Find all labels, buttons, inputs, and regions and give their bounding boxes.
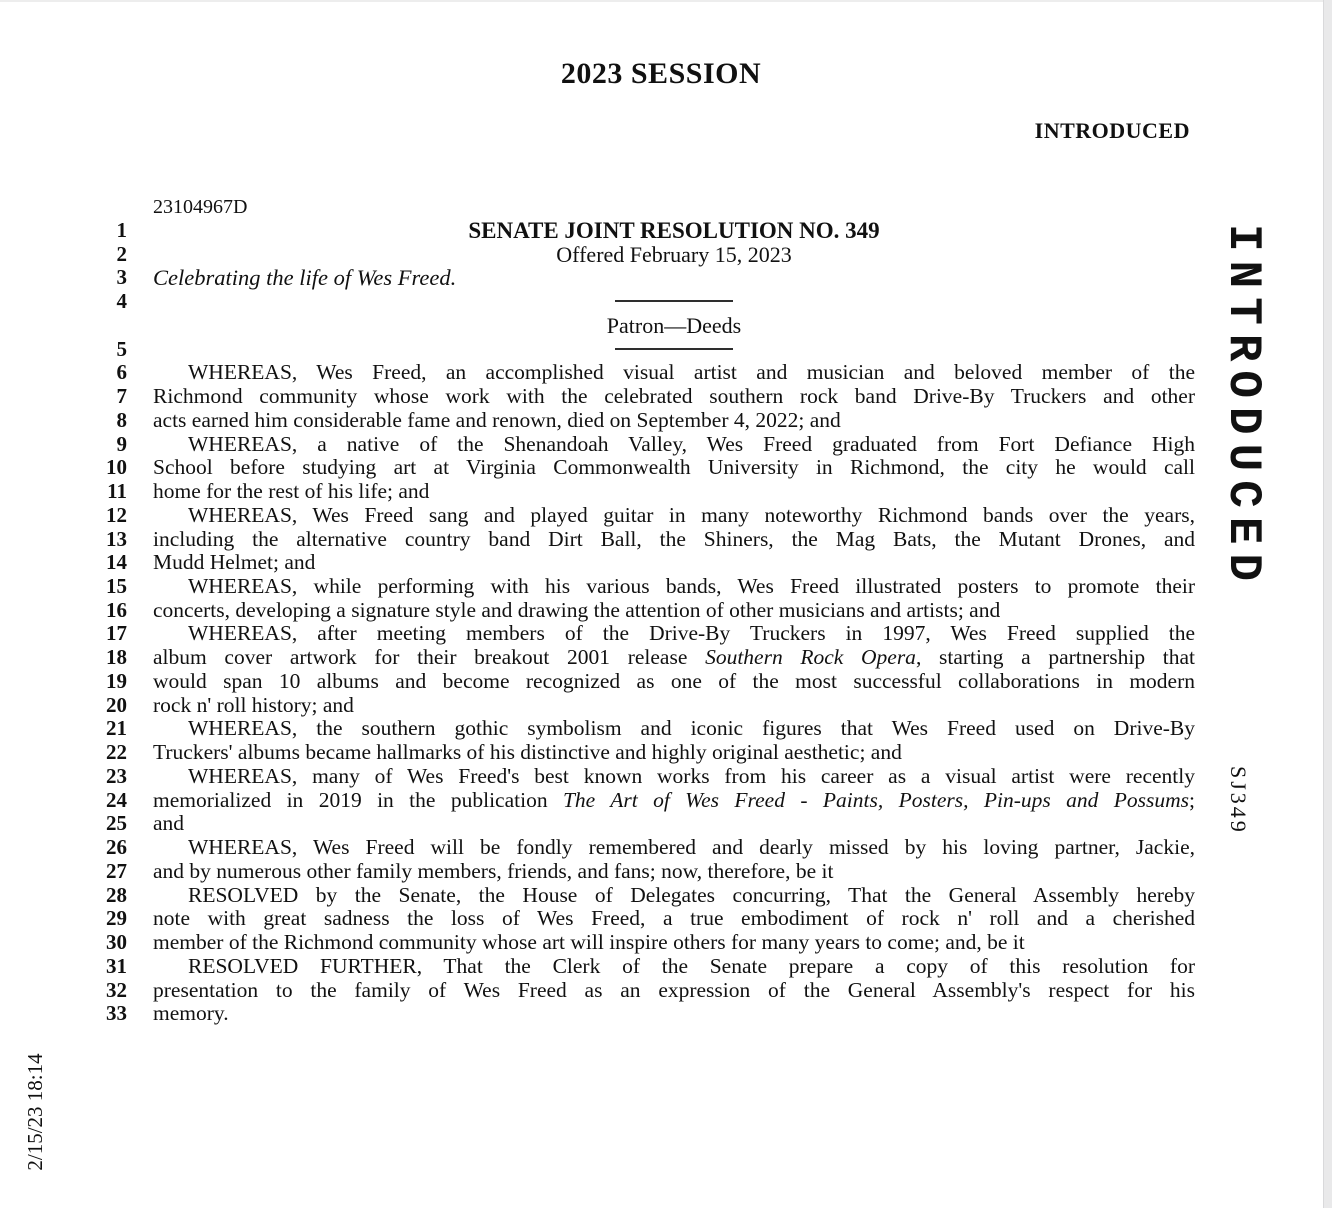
line-number: 2 (116, 241, 127, 266)
line-number: 20 (106, 692, 127, 717)
text-segment: album cover artwork for their breakout 2001 release (153, 645, 706, 670)
separator-rule (153, 290, 1195, 314)
line-number: 21 (106, 716, 127, 741)
line-text (153, 266, 1195, 290)
line-number: 9 (116, 431, 127, 456)
line-number: 28 (106, 882, 127, 907)
vertical-datestamp: 2/15/23 18:14 (23, 1053, 47, 1171)
session-title: 2023 SESSION (560, 57, 762, 90)
text-segment: and (153, 811, 185, 836)
line-text (153, 955, 1195, 979)
document-line (95, 979, 1195, 1003)
text-segment: , starting a partnership that (915, 645, 1195, 670)
line-text (153, 622, 1195, 646)
document-line (95, 931, 1195, 955)
document-line (95, 480, 1195, 504)
horizontal-rule (615, 348, 733, 350)
vertical-introduced-stamp: INTRODUCED (1217, 224, 1269, 591)
document-line (95, 409, 1195, 433)
line-text (153, 456, 1195, 480)
text-segment: and by numerous other family members, friends, and fans; now, therefore, be it (153, 858, 834, 883)
document-line (95, 812, 1195, 836)
page-top-edge (0, 0, 1332, 2)
horizontal-rule (615, 300, 733, 302)
line-number: 30 (106, 930, 127, 955)
line-text (153, 884, 1195, 908)
document-line (95, 741, 1195, 765)
document-line (95, 765, 1195, 789)
document-line (95, 575, 1195, 599)
document-line (95, 599, 1195, 623)
italic-text-segment: The Art of Wes Freed - Paints, Posters, Pin-ups and Possums (562, 787, 1190, 812)
line-text (153, 1002, 1195, 1026)
document-line (95, 955, 1195, 979)
document-number: 23104967D (153, 196, 248, 218)
text-segment: member of the Richmond community whose art will inspire others for many years to come; and, be it (153, 930, 1025, 955)
document-line (95, 622, 1195, 646)
line-text (153, 646, 1195, 670)
text-segment: Celebrating the life of Wes Freed. (153, 265, 457, 291)
line-number: 15 (106, 574, 127, 599)
line-text (153, 361, 1195, 385)
line-text (153, 599, 1195, 623)
line-number: 16 (106, 597, 127, 622)
line-text (153, 219, 1195, 243)
text-segment: Truckers' albums became hallmarks of his distinctive and highly original aesthetic; and (153, 740, 902, 765)
line-text (153, 979, 1195, 1003)
document-line (95, 836, 1195, 860)
line-number: 26 (106, 835, 127, 860)
document-lines (95, 219, 1195, 1026)
line-number: 33 (106, 1001, 127, 1026)
line-number: 4 (116, 289, 127, 314)
line-number: 7 (116, 384, 127, 409)
line-number (95, 314, 127, 338)
vertical-bill-number: SJ349 (1226, 766, 1251, 835)
document-line (95, 290, 1195, 314)
text-segment: SENATE JOINT RESOLUTION NO. 349 (468, 218, 880, 243)
text-segment: WHEREAS, Wes Freed will be fondly remembered and dearly missed by his loving partner, Jackie, (188, 835, 1195, 860)
text-segment: rock n' roll history; and (153, 692, 354, 717)
line-number: 1 (116, 218, 127, 242)
line-text (153, 765, 1195, 789)
separator-rule (153, 338, 1195, 362)
line-text (153, 694, 1195, 718)
text-segment: memory. (153, 1001, 229, 1026)
introduced-status-label: INTRODUCED (1034, 118, 1190, 143)
document-line (95, 907, 1195, 931)
line-number: 3 (116, 265, 127, 290)
line-number: 14 (106, 550, 127, 575)
italic-text-segment: Southern Rock Opera (705, 645, 916, 670)
document-line (95, 243, 1195, 267)
line-text (153, 836, 1195, 860)
text-segment: ; (1189, 787, 1196, 812)
text-segment: RESOLVED by the Senate, the House of Delegates concurring, That the General Assembly hereby (188, 882, 1195, 907)
text-segment: concerts, developing a signature style and drawing the attention of other musicians and artists; and (153, 597, 1001, 622)
line-text (153, 409, 1195, 433)
line-number: 18 (106, 645, 127, 670)
line-number: 11 (107, 479, 127, 504)
document-line (95, 694, 1195, 718)
line-text (153, 433, 1195, 457)
text-segment: Richmond community whose work with the celebrated southern rock band Drive-By Truckers and other (153, 384, 1195, 409)
document-line (95, 789, 1195, 813)
document-line (95, 1002, 1195, 1026)
document-line (95, 717, 1195, 741)
line-text (153, 741, 1195, 765)
text-segment: would span 10 albums and become recognized as one of the most successful collaborations in modern (153, 668, 1195, 693)
text-segment: WHEREAS, Wes Freed, an accomplished visual artist and musician and beloved member of the (188, 360, 1195, 385)
document-line (95, 551, 1195, 575)
document-line (95, 670, 1195, 694)
text-segment: note with great sadness the loss of Wes Freed, a true embodiment of rock n' roll and a cherished (153, 906, 1195, 931)
document-line (95, 385, 1195, 409)
line-text (153, 551, 1195, 575)
text-segment: memorialized in 2019 in the publication (153, 787, 563, 812)
document-line (95, 860, 1195, 884)
document-line (95, 646, 1195, 670)
page-right-edge (1323, 0, 1332, 1208)
document-line (95, 433, 1195, 457)
text-segment: home for the rest of his life; and (153, 479, 430, 504)
document-line (95, 504, 1195, 528)
line-text (153, 931, 1195, 955)
line-text (153, 717, 1195, 741)
line-text (153, 860, 1195, 884)
line-number: 24 (106, 787, 127, 812)
text-segment: presentation to the family of Wes Freed as an expression of the General Assembly's respect for his (153, 977, 1195, 1002)
line-text (153, 907, 1195, 931)
text-segment: WHEREAS, Wes Freed sang and played guitar in many noteworthy Richmond bands over the years, (188, 502, 1195, 527)
line-text (153, 480, 1195, 504)
document-line (95, 314, 1195, 338)
document-line (95, 266, 1195, 290)
line-number: 12 (106, 502, 127, 527)
text-segment: School before studying art at Virginia Commonwealth University in Richmond, the city he would call (153, 455, 1195, 480)
text-segment: including the alternative country band Dirt Ball, the Shiners, the Mag Bats, the Mutant Drones, and (153, 526, 1195, 551)
line-number: 10 (106, 455, 127, 480)
text-segment: WHEREAS, the southern gothic symbolism and iconic figures that Wes Freed used on Drive-By (188, 716, 1195, 741)
text-segment: Offered February 15, 2023 (556, 241, 792, 267)
line-number: 8 (116, 407, 127, 432)
line-text (153, 385, 1195, 409)
line-text (153, 314, 1195, 338)
document-line (95, 884, 1195, 908)
text-segment: WHEREAS, a native of the Shenandoah Valley, Wes Freed graduated from Fort Defiance High (188, 431, 1195, 456)
line-text (153, 575, 1195, 599)
line-number: 23 (106, 763, 127, 788)
line-number: 19 (106, 668, 127, 693)
line-text (153, 243, 1195, 267)
line-text (153, 670, 1195, 694)
line-number: 5 (116, 336, 127, 361)
line-number: 32 (106, 977, 127, 1002)
document-line (95, 361, 1195, 385)
line-text (153, 528, 1195, 552)
text-segment: Patron—Deeds (606, 312, 742, 338)
line-number: 22 (106, 740, 127, 765)
line-number: 13 (106, 526, 127, 551)
line-number: 27 (106, 858, 127, 883)
line-text (153, 789, 1195, 813)
line-number: 6 (116, 360, 127, 385)
text-segment: WHEREAS, many of Wes Freed's best known works from his career as a visual artist were recently (188, 763, 1195, 788)
line-number: 25 (106, 811, 127, 836)
document-line (95, 528, 1195, 552)
document-line (95, 456, 1195, 480)
line-number: 17 (106, 621, 127, 646)
line-number: 31 (106, 953, 127, 978)
text-segment: acts earned him considerable fame and renown, died on September 4, 2022; and (153, 407, 841, 432)
line-text (153, 812, 1195, 836)
document-line (95, 219, 1195, 243)
document-line (95, 338, 1195, 362)
text-segment: WHEREAS, after meeting members of the Drive-By Truckers in 1997, Wes Freed supplied the (188, 621, 1195, 646)
line-number: 29 (106, 906, 127, 931)
line-text (153, 504, 1195, 528)
text-segment: RESOLVED FURTHER, That the Clerk of the Senate prepare a copy of this resolution for (188, 953, 1195, 978)
text-segment: WHEREAS, while performing with his various bands, Wes Freed illustrated posters to promote their (188, 574, 1195, 599)
text-segment: Mudd Helmet; and (153, 550, 316, 575)
